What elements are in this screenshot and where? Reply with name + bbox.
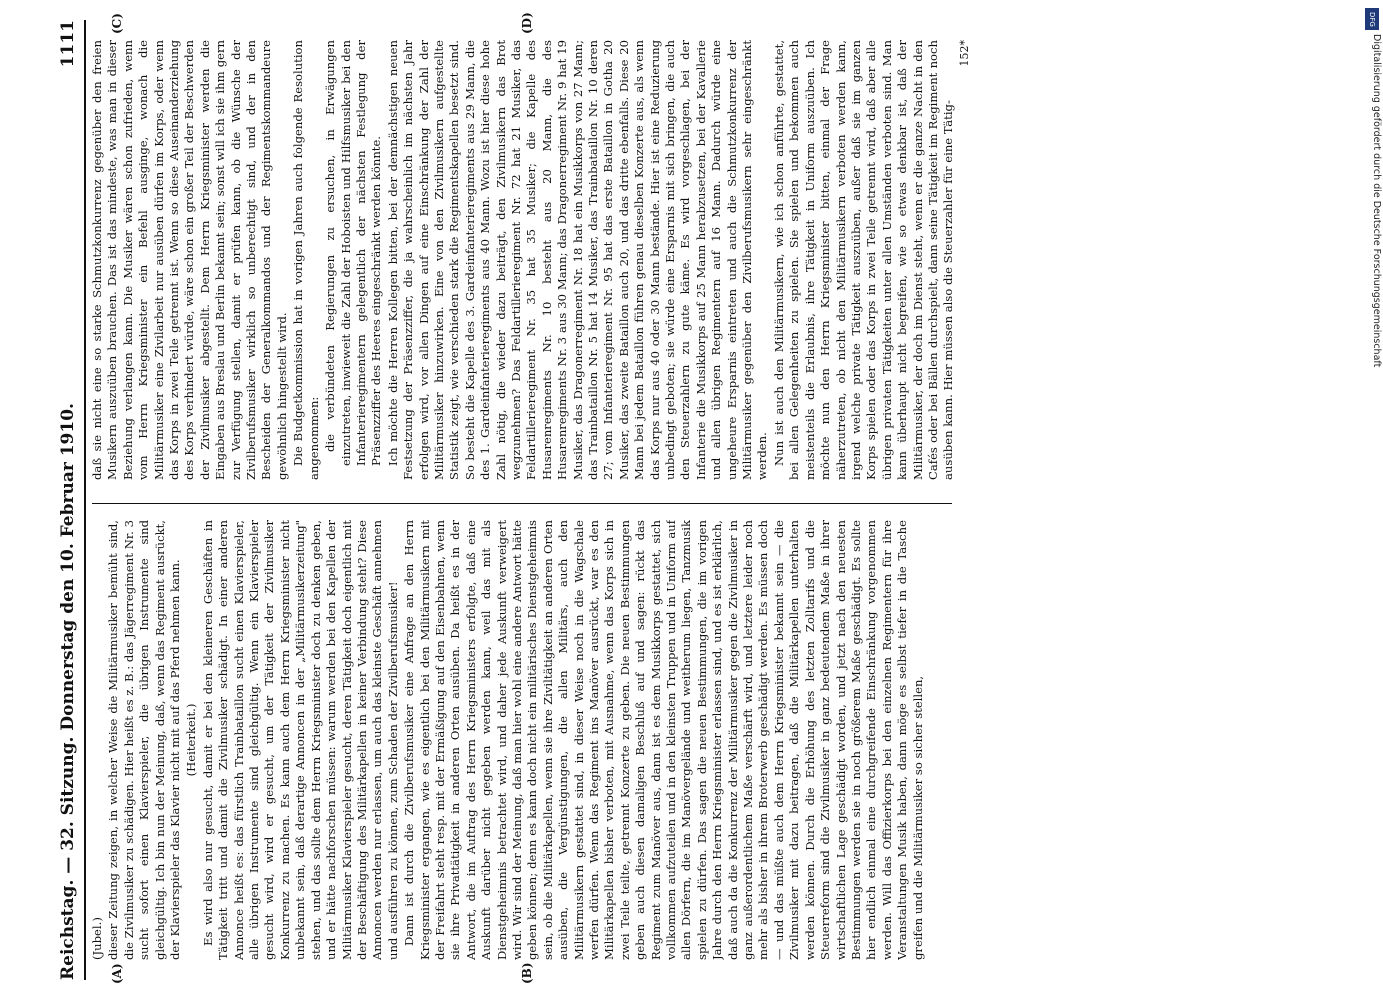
header-rule [84,20,86,980]
paragraph: Dann ist durch die Zivilberufsmusiker eine Anfrage an den Herrn Kriegsminister ergangen, wie es eigentlich bei den Militärmusikern mit der Freifahrt steht resp. mit der Ermäßigung auf den Eisenbahnen, wenn sie ihre Privattätigkeit in anderen Orten ausüben. Da heißt es in der Antwort, die im Auftrag des Herrn Kriegsministers erfolgte, daß eine Auskunft darüber nicht gegeben werden kann, weil das mit als Dienstgeheimnis betrachtet wird, und daher jede Auskunft verweigert wird. Wir sind der Meinung, daß man hier wohl eine andere Antwort hätte geben können; denn es kann doch nicht ein militärisches Dienstgeheimnis sein, ob die Militärkapellen, wenn sie ihre Ziviltätigkeit an anderen Orten ausüben, die Vergünstigungen, die allen Militärs, auch den Militärmusikern gestattet sind, in dieser Weise noch in die Wagschale werfen dürfen. Wenn das Regiment ins Manöver ausrückt, war es den Militärkapellen bisher verboten, mit Ausnahme, wenn das Korps sich in zwei Teile teilte, getrennt Konzerte zu geben. Die neuen Bestimmungen geben auch diesen damaligen Beschluß auf und sagen: rückt das Regiment zum Manöver aus, dann ist es dem Musikkorps gestattet, sich vollkommen aufzuteilen und in den kleinsten Truppen und in Uniform auf allen Dörfern, die im Manövergelände und weitherum liegen, Tanzmusik spielen zu dürfen. Das sagen die neuen Bestimmungen, die im vorigen Jahre durch den Herrn Kriegsminister erlassen sind, und es ist erklärlich, daß auch da die Konkurrenz der Militärmusiker gegen die Zivilmusiker in ganz außerordentlichem Maße verschärft wird, und letztere leider noch mehr als bisher in ihrem Broterwerb geschädigt werden. Es müssen doch — und das müßte auch dem Herrn Kriegsminister bekannt sein — die Zivilmusiker mit dazu beitragen, daß die Militärkapellen unterhalten werden können. Durch die Erhöhung des letzten Zolltarifs und die Steuerreform sind die Zivilmusiker in ganz bedeutendem Maße in ihrer wirtschaftlichen Lage geschädigt worden, und jetzt nach den neuesten Bestimmungen werden sie in noch größerem Maße geschädigt. Es sollte hier endlich einmal eine durchgreifende Einschränkung vorgenommen werden. Will das Offizierkorps bei den einzelnen Regimentern für ihre Veranstaltungen Musik haben, dann möge es selbst tiefer in die Tasche greifen und die Militärmusiker so sicher stellen, [402,520,925,960]
page-signature: 152* [958,40,971,67]
paragraph: Die Budgetkommission hat in vorigen Jahren auch folgende Resolution angenommen: [291,40,321,480]
paragraph: dieser Zeitung zeigen, in welcher Weise die Militärmusiker bemüht sind, die Zivilmusiker zu schädigen. Hier heißt es z. B.: das Jägerregiment Nr. 3 sucht sofort einen Klavierspieler, die übrigen Instrumente sind gleichgültig. Ich bin nun der Meinung, daß, wenn das Regiment ausrückt, der Klavierspieler das Klavier nicht mit auf das Pferd nehmen kann. [106,520,183,960]
resolution-quote: die verbündeten Regierungen zu ersuchen, in Erwägungen einzutreten, inwieweit die Zahl der Hoboisten und Hilfsmusiker bei den Infanterieregimentern gelegentlich der nächsten Festlegung der Präsenzziffer des Heeres eingeschränkt werden könnte. [323,40,384,466]
page-header [58,20,82,980]
right-column [90,40,955,480]
paragraph: daß sie nicht eine so starke Schmutzkonkurrenz gegenüber den freien Musikern auszuüben brauchen. Das ist das mindeste, was man in dieser Beziehung verlangen kann. Die Musiker wären schon zufrieden, wenn vom Herrn Kriegsminister ein Befehl ausginge, wonach die Militärmusiker eine Zivilarbeit nur ausüben dürfen im Korps, oder wenn das Korps in zwei Teile getrennt ist. Wenn so diese Auseinanderziehung des Korps verhindert würde, wäre schon ein großer Teil der Beschwerden der Zivilmusiker abgestellt. Dem Herrn Kriegsminister werden die Eingaben aus Breslau und Berlin bekannt sein; sonst will ich sie ihm gern zur Verfügung stellen, damit er prüfen kann, ob die Wünsche der Zivilberufsmusiker wirklich so unberechtigt sind, und der in den Bescheiden der Generalkommandos und der Regimentskommandeure gewöhnlich hingestellt wird. [90,40,289,480]
paragraph: Ich möchte die Herren Kollegen bitten, bei der demnächstigen neuen Festsetzung der Präsenzziffer, die ja wahrscheinlich im nächsten Jahr erfolgen wird, vor allen Dingen auf eine Einschränkung der Zahl der Militärmusiker hinzuwirken. Eine von den Zivilmusikern aufgestellte Statistik zeigt, wie verschieden stark die Regimentskapellen besetzt sind. So besteht die Kapelle des 3. Gardeinfanterieregiments aus 29 Mann, die des 1. Gardeinfanterieregiments aus 40 Mann. Wozu ist hier diese hohe Zahl nötig, die wieder dazu beiträgt, den Zivilmusikern das Brot wegzunehmen? Das Feldartillerieregiment Nr. 72 hat 21 Musiker, das Feldartillerieregiment Nr. 35 hat 35 Musiker; die Kapelle des Husarenregiments Nr. 10 besteht aus 20 Mann, die des Husarenregiments Nr. 3 aus 30 Mann; das Dragonerregiment Nr. 9 hat 19 Musiker, das Dragonerregiment Nr. 18 hat ein Musikkorps von 27 Mann; das Trainbataillon Nr. 5 hat 14 Musiker, das Trainbataillon Nr. 10 deren 27; vom Infanterieregiment Nr. 95 hat das erste Bataillon in Gotha 20 Musiker, das zweite Bataillon auch 20, und das dritte ebenfalls. Diese 20 Mann bei jedem Bataillon führen genau dieselben Konzerte aus, als wenn das Korps nur aus 40 oder 30 Mann bestände. Hier ist eine Reduzierung unbedingt geboten; sie würde eine Ersparnis mit sich bringen, die auch den Steuerzahlern zu gute käme. Es wird vorgeschlagen, bei der Infanterie die Musikkorps auf 25 Mann herabzusetzen, bei der Kavallerie und allen übrigen Regimentern auf 16 Mann. Dadurch würde eine ungeheure Ersparnis eintreten und auch die Schmutzkonkurrenz der Militärmusiker gegenüber den Zivilberufsmusikern sehr eingeschränkt werden. [385,40,770,480]
paragraph: (Jubel.) [90,917,104,960]
margin-marker-b: (B) [520,962,534,984]
header-title: Reichstag. — 32. Sitzung. Donnerstag den 10. Februar 1910. [58,403,78,980]
margin-marker-d: (D) [520,12,534,34]
margin-marker-a: (A) [110,963,124,984]
dfg-logo: DFG [1365,8,1379,30]
margin-marker-c: (C) [110,13,124,34]
paragraph: Es wird also nur gesucht, damit er bei den kleineren Geschäften in Tätigkeit tritt und damit die Zivilmusiker schädigt. In einer anderen Annonce heißt es: das fürstlich Trainbataillon sucht einen Klavierspieler, alle übrigen Instrumente sind gleichgültig. Wenn ein Klavierspieler gesucht wird, wird er gesucht, um der Tätigkeit der Zivilmusiker Konkurrenz zu machen. Es kann auch dem Herrn Kriegsminister nicht unbekannt sein, daß derartige Annoncen in der „Militärmusikerzeitung" stehen, und das sollte dem Herrn Kriegsminister doch zu denken geben, und er hätte nachforschen müssen: warum werden bei den Kapellen der Militärmusiker Klavierspieler gesucht, deren Tätigkeit doch eigentlich mit der Beschäftigung des Militärkapellen in keiner Verbindung steht? Diese Annoncen werden nur erlassen, um auch das kleinste Geschäft annehmen und ausführen zu können, zum Schaden der Zivilberufsmusiker! [200,520,400,960]
digitization-note: Digitalisierung gefördert durch die Deutsche Forschungsgemeinschaft [1371,34,1382,368]
page-number: 1111 [58,20,78,68]
interjection: (Heiterkeit.) [184,703,199,777]
left-column [90,520,955,960]
paragraph: Nun ist auch den Militärmusikern, wie ich schon anführte, gestattet, bei allen Gelegenheiten zu spielen. Sie spielen und bekommen auch meistenteils die Erlaubnis, ihre Tätigkeit in Uniform auszuüben. Ich möchte nun den Herrn Kriegsminister bitten, einmal der Frage näherzutreten, ob nicht den Militärmusikern verboten werden kann, irgend welche private Tätigkeit auszuüben, außer daß sie im ganzen Korps spielen oder das Korps in zwei Teile getrennt wird, daß aber alle übrigen privaten Tätigkeiten unter allen Umständen verboten sind. Man kann überhaupt nicht begreifen, wie so etwas denkbar ist, daß der Militärmusiker, der doch im Dienst steht, wenn er die ganze Nacht in den Cafés oder bei Bällen durchspielt, dann seine Tätigkeit im Regiment noch ausüben kann. Hier müssen also die Steuerzahler für eine Tätig- [771,40,955,480]
column-divider [92,503,952,504]
